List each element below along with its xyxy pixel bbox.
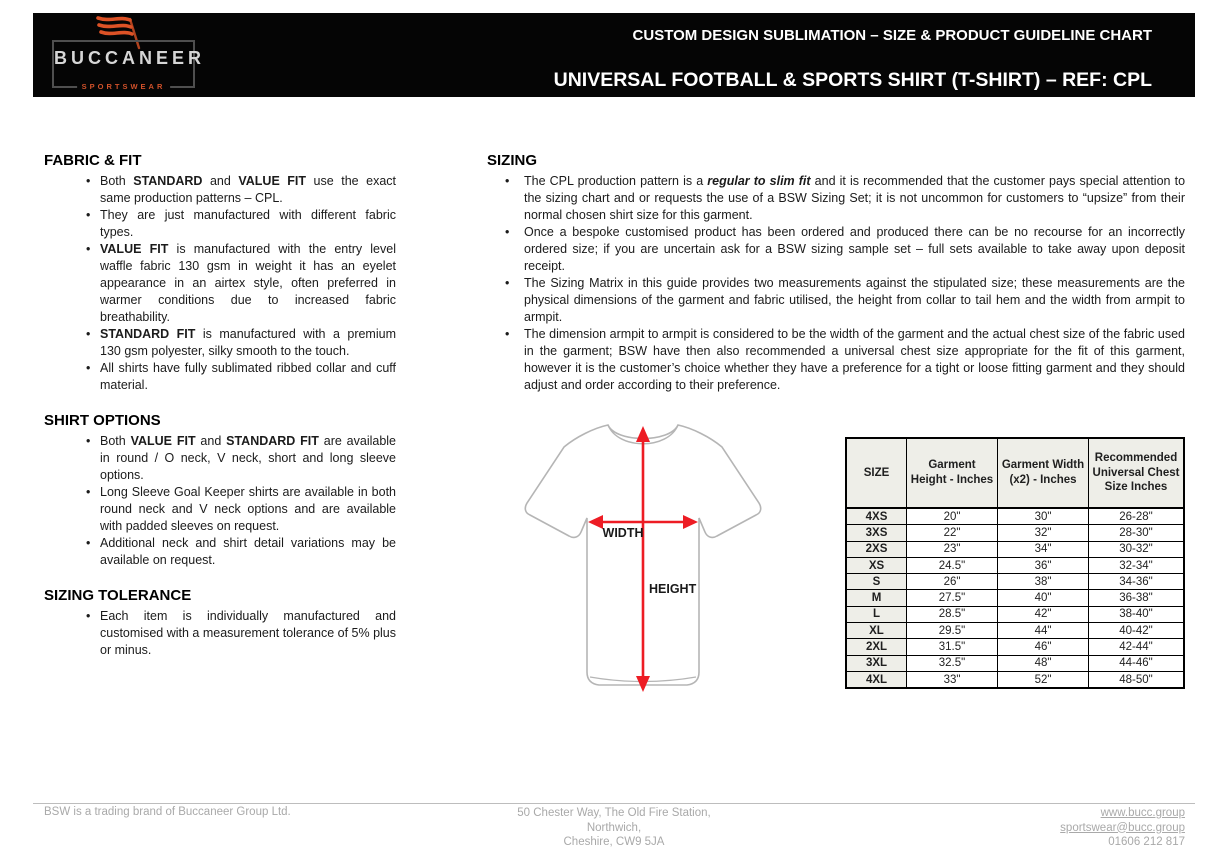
bullet-item [44, 360, 396, 394]
section-title: SIZING [487, 152, 538, 169]
product-title: UNIVERSAL FOOTBALL & SPORTS SHIRT (T-SHIRT) – REF: CPL [553, 69, 1152, 91]
bullet-text: The CPL production pattern is a regular to slim fit and it is recommended that the customer pays special attention to the sizing chart and or requests the use of a BSW Sizing Set; it is not uncommon for customers to “upsize” from their normal chosen shirt size for this garment. [524, 174, 1186, 222]
section-sizing-tolerance [44, 587, 396, 659]
document-title: CUSTOM DESIGN SUBLIMATION – SIZE & PRODUCT GUIDELINE CHART [632, 27, 1152, 44]
bullet-text: Once a bespoke customised product has been ordered and produced there can be no recourse for an incorrectly ordered size; if you are uncertain ask for a BSW sizing sample set – full sets available to take away upon deposit receipt. [524, 225, 1185, 273]
size-cell: 2XS [846, 541, 907, 557]
table-row [846, 557, 1184, 573]
section-fabric-fit [44, 152, 396, 394]
bullet-item [44, 433, 396, 484]
height-arrowhead-top [636, 426, 650, 442]
value-cell: 48" [998, 655, 1089, 671]
table-header-cell: SIZE [846, 438, 907, 508]
address-line: Northwich, [586, 821, 642, 834]
value-cell: 40" [998, 590, 1089, 606]
value-cell: 32.5" [907, 655, 998, 671]
bullet-text: Long Sleeve Goal Keeper shirts are available in both round neck and V neck options and are available with padded sleeves on request. [100, 485, 396, 533]
value-cell: 26-28" [1089, 508, 1185, 525]
size-cell: S [846, 574, 907, 590]
bullet-item [487, 326, 1185, 394]
value-cell: 32-34" [1089, 557, 1185, 573]
bullet-list [44, 433, 396, 569]
bullet-marker: • [86, 609, 91, 623]
table-row [846, 606, 1184, 622]
value-cell: 48-50" [1089, 671, 1185, 688]
size-cell: 3XL [846, 655, 907, 671]
address-line: Cheshire, CW9 5JA [563, 836, 665, 848]
value-cell: 44-46" [1089, 655, 1185, 671]
footer-link[interactable]: www.bucc.group [1100, 807, 1185, 819]
value-cell: 32" [998, 525, 1089, 541]
bullet-marker: • [86, 327, 91, 341]
bullet-item [487, 173, 1185, 224]
size-cell: M [846, 590, 907, 606]
table-row [846, 590, 1184, 606]
tshirt-measurement-diagram [512, 412, 768, 708]
value-cell: 27.5" [907, 590, 998, 606]
bullet-text: VALUE FIT is manufactured with the entry level waffle fabric 130 gsm in weight it has an eyelet appearance in an airtex style, often preferred in warmer conditions due to increased fabric breathability. [100, 242, 396, 324]
bullet-item [44, 326, 396, 360]
value-cell: 26" [907, 574, 998, 590]
value-cell: 34" [998, 541, 1089, 557]
bullet-text: Both STANDARD and VALUE FIT use the exact same production patterns – CPL. [100, 174, 397, 205]
value-cell: 28-30" [1089, 525, 1185, 541]
value-cell: 38-40" [1089, 606, 1185, 622]
size-cell: L [846, 606, 907, 622]
bullet-text: STANDARD FIT is manufactured with a premium 130 gsm polyester, silky smooth to the touch. [100, 327, 396, 358]
table-row [846, 574, 1184, 590]
footer-trading-note: BSW is a trading brand of Buccaneer Group Ltd. [44, 806, 291, 818]
section-shirt-options [44, 412, 396, 569]
bullet-marker: • [505, 225, 510, 239]
bullet-text: Both VALUE FIT and STANDARD FIT are available in round / O neck, V neck, short and long sleeve options. [100, 434, 397, 482]
footer-link[interactable]: sportswear@bucc.group [1060, 821, 1185, 834]
bullet-item [44, 207, 396, 241]
size-cell: 3XS [846, 525, 907, 541]
bullet-marker: • [86, 485, 91, 499]
value-cell: 44" [998, 623, 1089, 639]
header-bar [33, 13, 1195, 97]
table-row [846, 655, 1184, 671]
header-titles [554, 13, 1152, 92]
bullet-item [44, 608, 396, 659]
bullet-text: The Sizing Matrix in this guide provides two measurements against the stipulated size; these measurements are the physical dimensions of the garment and fabric utilised, the height from collar to tail hem and the width from armpit to armpit. [524, 276, 1185, 324]
table-header-cell: Garment Width (x2) - Inches [998, 438, 1089, 508]
bullet-marker: • [505, 276, 510, 290]
bullet-item [487, 224, 1185, 275]
bullet-marker: • [86, 242, 91, 256]
value-cell: 28.5" [907, 606, 998, 622]
footer-divider [33, 803, 1195, 804]
right-column [487, 152, 1185, 394]
section-sizing [487, 152, 1185, 394]
value-cell: 36" [998, 557, 1089, 573]
logo-frame [52, 40, 206, 91]
table-row [846, 525, 1184, 541]
bullet-text: All shirts have fully sublimated ribbed collar and cuff material. [100, 361, 396, 392]
bullet-marker: • [86, 434, 91, 448]
value-cell: 42-44" [1089, 639, 1185, 655]
section-title: FABRIC & FIT [44, 152, 142, 169]
value-cell: 38" [998, 574, 1089, 590]
bullet-item [44, 535, 396, 569]
table-header-row [846, 438, 1184, 508]
value-cell: 30" [998, 508, 1089, 525]
value-cell: 40-42" [1089, 623, 1185, 639]
value-cell: 42" [998, 606, 1089, 622]
bullet-item [44, 241, 396, 326]
bullet-text: They are just manufactured with different fabric types. [100, 208, 396, 239]
value-cell: 46" [998, 639, 1089, 655]
bullet-item [44, 173, 396, 207]
bullet-list [487, 173, 1185, 394]
bullet-marker: • [86, 536, 91, 550]
bullet-text: Each item is individually manufactured and customised with a measurement tolerance of 5% plus or minus. [100, 609, 396, 657]
bullet-item [487, 275, 1185, 326]
bullet-list [44, 608, 396, 659]
value-cell: 24.5" [907, 557, 998, 573]
size-cell: XL [846, 623, 907, 639]
bullet-marker: • [505, 174, 510, 188]
table-row [846, 541, 1184, 557]
footer-address [400, 806, 828, 850]
value-cell: 36-38" [1089, 590, 1185, 606]
footer-phone: 01606 212 817 [1108, 836, 1185, 848]
table-row [846, 508, 1184, 525]
table-header-cell: Garment Height - Inches [907, 438, 998, 508]
value-cell: 29.5" [907, 623, 998, 639]
value-cell: 22" [907, 525, 998, 541]
size-cell: XS [846, 557, 907, 573]
bullet-marker: • [505, 327, 510, 341]
value-cell: 20" [907, 508, 998, 525]
sizing-matrix-table [845, 437, 1185, 689]
logo-brand-name: BUCCANEER [54, 48, 206, 68]
bullet-item [44, 484, 396, 535]
size-cell: 4XS [846, 508, 907, 525]
value-cell: 52" [998, 671, 1089, 688]
bullet-marker: • [86, 174, 91, 188]
bullet-marker: • [86, 361, 91, 375]
bullet-marker: • [86, 208, 91, 222]
width-label: WIDTH [602, 526, 644, 540]
bullet-text: Additional neck and shirt detail variations may be available on request. [100, 536, 396, 567]
bullet-text: The dimension armpit to armpit is considered to be the width of the garment and the actual chest size of the fabric used in the garment; BSW have then also recommended a universal chest size appropriate for the fit of this garment, however it is the customer’s choice whether they have a preference for a tight or loose fitting garment and they should adjust and order according to their preference. [524, 327, 1185, 392]
size-cell: 4XL [846, 671, 907, 688]
table-row [846, 671, 1184, 688]
value-cell: 23" [907, 541, 998, 557]
height-label: HEIGHT [649, 582, 697, 596]
table-row [846, 639, 1184, 655]
table-header-cell: Recommended Universal Chest Size Inches [1089, 438, 1185, 508]
value-cell: 31.5" [907, 639, 998, 655]
left-column [44, 152, 396, 659]
section-title: SIZING TOLERANCE [44, 587, 192, 604]
value-cell: 34-36" [1089, 574, 1185, 590]
bullet-list [44, 173, 396, 394]
size-cell: 2XL [846, 639, 907, 655]
logo-sub-label: SPORTSWEAR [77, 82, 171, 91]
value-cell: 30-32" [1089, 541, 1185, 557]
address-line: 50 Chester Way, The Old Fire Station, [517, 807, 711, 819]
footer-contacts [1060, 806, 1185, 850]
section-title: SHIRT OPTIONS [44, 412, 161, 429]
value-cell: 33" [907, 671, 998, 688]
table-row [846, 623, 1184, 639]
